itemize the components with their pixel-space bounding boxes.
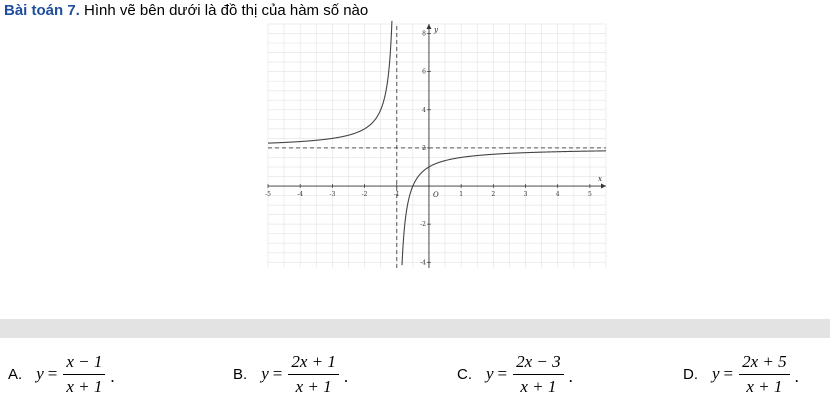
option-c-fraction — [513, 352, 564, 397]
option-d-fraction — [739, 352, 790, 397]
option-b-letter: B. — [233, 365, 248, 383]
option-c-denominator: x + 1 — [520, 376, 557, 396]
x-tick-label: 3 — [523, 191, 528, 199]
separator-bar — [0, 319, 830, 338]
x-axis-label: x — [598, 175, 602, 184]
y-tick-label: -2 — [420, 221, 426, 229]
y-axis-arrow — [426, 24, 431, 29]
x-tick-label: -2 — [361, 191, 368, 199]
x-axis-arrow — [601, 184, 606, 189]
x-tick-label: -4 — [297, 191, 304, 199]
option-a[interactable] — [8, 351, 115, 397]
option-b[interactable] — [233, 351, 348, 397]
option-c-letter: C. — [457, 365, 472, 383]
option-b-y: y — [261, 364, 269, 383]
y-tick-label: 6 — [422, 68, 426, 76]
option-b-denominator: x + 1 — [295, 376, 332, 396]
curve-left-branch — [268, 21, 392, 143]
function-graph — [262, 18, 612, 274]
x-tick-label: -5 — [265, 191, 271, 199]
x-tick-label: -1 — [393, 191, 400, 199]
option-c-numerator: 2x − 3 — [513, 352, 564, 375]
question-label: Bài toán 7. — [4, 2, 80, 19]
option-a-letter: A. — [8, 365, 23, 383]
option-b-fraction — [288, 352, 339, 397]
option-b-period: . — [343, 366, 349, 386]
option-b-equals: = — [272, 364, 283, 383]
option-d-letter: D. — [683, 365, 698, 383]
x-tick-label: 1 — [459, 191, 464, 199]
origin-label: O — [432, 191, 439, 200]
curve-right-branch — [402, 151, 606, 265]
y-tick-label: 2 — [422, 144, 426, 152]
graph-grid — [268, 24, 606, 268]
option-d[interactable] — [683, 351, 799, 397]
option-d-period: . — [794, 366, 799, 386]
x-tick-label: 2 — [491, 191, 496, 199]
y-tick-label: -4 — [420, 259, 426, 267]
y-tick-label: 4 — [422, 106, 426, 114]
y-axis-label: y — [433, 26, 438, 34]
graph-curves — [268, 21, 606, 265]
graph-axes — [268, 24, 606, 268]
option-d-denominator: x + 1 — [746, 376, 783, 396]
x-tick-label: -3 — [329, 191, 336, 199]
option-c-equals: = — [497, 364, 508, 383]
option-a-period: . — [110, 366, 115, 386]
option-d-equals: = — [723, 364, 734, 383]
option-a-equals: = — [47, 364, 58, 383]
x-tick-label: 5 — [587, 191, 592, 199]
option-a-numerator: x − 1 — [63, 352, 105, 375]
option-d-y: y — [712, 364, 720, 383]
option-a-fraction — [63, 352, 105, 397]
option-d-numerator: 2x + 5 — [739, 352, 790, 375]
option-c-y: y — [486, 364, 494, 383]
option-b-numerator: 2x + 1 — [288, 352, 339, 375]
option-c-period: . — [568, 366, 573, 386]
graph-asymptotes — [268, 24, 606, 268]
question-text: Hình vẽ bên dưới là đồ thị của hàm số nào — [79, 2, 369, 19]
x-tick-label: 4 — [555, 191, 560, 199]
option-a-denominator: x + 1 — [66, 376, 103, 396]
y-tick-label: 8 — [422, 30, 426, 38]
option-c[interactable] — [457, 351, 573, 397]
option-a-y: y — [36, 364, 44, 383]
